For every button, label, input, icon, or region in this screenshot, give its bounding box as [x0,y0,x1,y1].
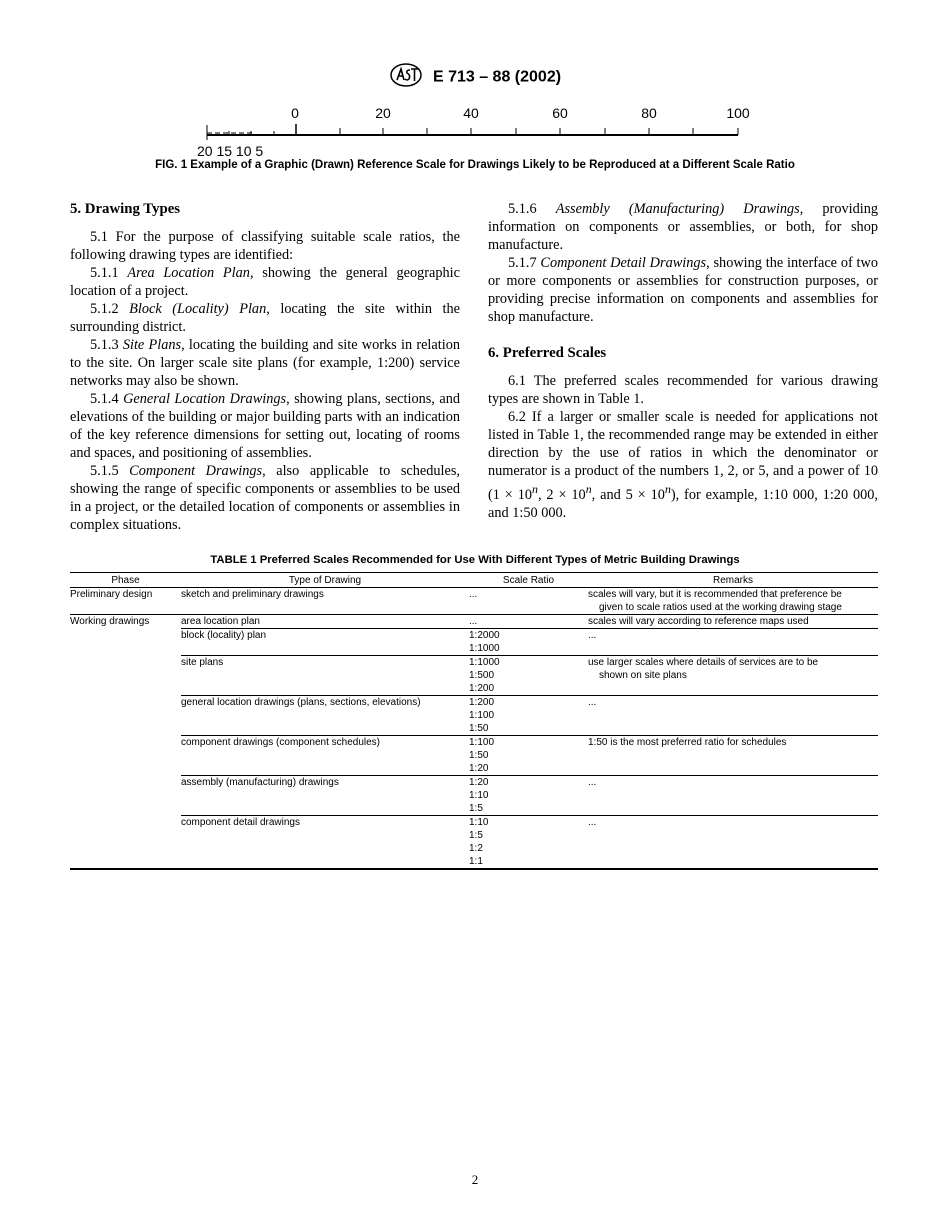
page-number: 2 [471,1172,479,1187]
table-row: Working drawings area location plan ... scales will vary according to reference maps used [70,615,878,629]
document-header [0,62,950,93]
scale-label-40: 40 [463,105,479,121]
column-header-type: Type of Drawing [181,573,469,588]
graphic-reference-scale [195,100,755,165]
left-column [70,200,460,534]
standard-designation: E 713 – 88 (2002) [432,68,562,86]
table-row: site plans 1:1000 1:500 1:200 use larger scales where details of services are to be shown on site plans [70,656,878,696]
table-title: TABLE 1 Preferred Scales Recommended for Use With Different Types of Metric Building Drawings [210,554,740,566]
paragraph-5-1-4: 5.1.4 General Location Drawings, showing plans, sections, and elevations of the building or major building parts with an indication of the key reference dimensions for setting out, locating of rooms and spaces, and positioning of assemblies. [70,391,460,461]
paragraph-5-1: 5.1 For the purpose of classifying suitable scale ratios, the following drawing types are identified: [70,229,460,263]
paragraph-5-1-2: 5.1.2 Block (Locality) Plan, locating the site within the surrounding district. [70,301,461,335]
scale-label-100: 100 [726,105,750,121]
table-row: Preliminary design sketch and preliminary drawings ... scales will vary, but it is recommended that preference be given to scale ratios used at the working drawing stage [70,589,842,613]
paragraph-5-1-6: 5.1.6 Assembly (Manufacturing) Drawings, providing information on components or assemblies, or both, for shop manufacture. [488,201,879,253]
figure-caption: FIG. 1 Example of a Graphic (Drawn) Reference Scale for Drawings Likely to be Reproduced at a Different Scale Ratio [155,159,795,171]
paragraph-5-1-5: 5.1.5 Component Drawings, also applicable to schedules, showing the range of specific components or assemblies to be used in a project, or the detailed location of components or assemblies in complex situations. [70,463,460,533]
column-header-phase: Phase [70,573,181,588]
scale-label-20: 20 [375,105,391,121]
paragraph-5-1-7: 5.1.7 Component Detail Drawings, showing the interface of two or more components or assemblies for construction purposes, or providing precise information on components and assemblies for shop manufacture. [488,255,878,325]
table-row: component detail drawings 1:10 1:5 1:2 1:1 ... [70,816,878,870]
table-row: assembly (manufacturing) drawings 1:20 1:10 1:5 ... [70,776,878,816]
section-heading-preferred-scales: 6. Preferred Scales [488,345,607,361]
table-row: component drawings (component schedules) 1:100 1:50 1:20 1:50 is the most preferred ratio for schedules [70,736,878,776]
scale-label-60: 60 [552,105,568,121]
preferred-scales-table [70,572,878,870]
scale-label-0: 0 [291,105,299,121]
table-row: block (locality) plan 1:2000 1:1000 ... [70,629,878,656]
scale-label-80: 80 [641,105,657,121]
section-heading-drawing-types: 5. Drawing Types [70,201,181,217]
column-header-ratio: Scale Ratio [469,573,588,588]
paragraph-5-1-1: 5.1.1 Area Location Plan, showing the general geographic location of a project. [70,265,460,299]
table-row: general location drawings (plans, sections, elevations) 1:200 1:100 1:50 ... [70,696,878,736]
scale-sub-labels: 20 15 10 5 [197,143,264,159]
column-header-remarks: Remarks [588,573,878,588]
right-column [488,200,878,522]
astm-logo-icon [389,62,423,93]
paragraph-6-2: 6.2 If a larger or smaller scale is needed for applications not listed in Table 1, the recommended range may be extended in either direction by the use of ratios in which the denominator or numerator is a product of the numbers 1, 2, or 5, and a power of 10 ($1 \times 10^n$, $2 \times 10^n$, and $5 \times 10^n$), for example, 1:10 000, 1:20 000, and 1:50 000. [488,409,878,521]
paragraph-5-1-3: 5.1.3 Site Plans, locating the building and site works in relation to the site. On larger scale site plans (for example, 1:200) service networks may also be shown. [70,337,460,389]
table-header-row [70,573,878,588]
paragraph-6-1: 6.1 The preferred scales recommended for various drawing types are shown in Table 1. [488,373,878,407]
